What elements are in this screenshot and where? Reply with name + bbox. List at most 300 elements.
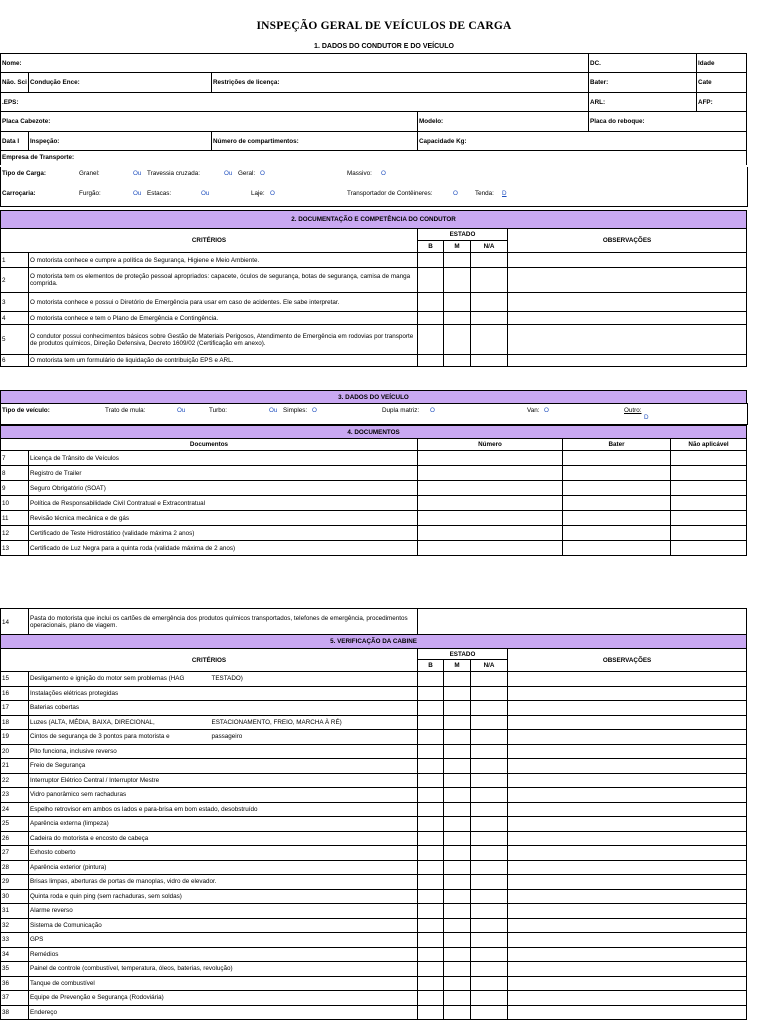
body-transportador-option[interactable]: O (453, 190, 458, 197)
state-m-cell[interactable] (444, 672, 471, 687)
doc-text: Seguro Obrigatório (SOAT) (29, 481, 418, 496)
state-m-cell[interactable] (444, 991, 471, 1006)
state-m-cell[interactable] (444, 325, 471, 355)
cabin-row (1, 802, 747, 817)
criteria-number: 2 (1, 268, 29, 293)
field-inspecao[interactable]: Inspeção: (29, 132, 212, 151)
cabin-number: 22 (1, 773, 29, 788)
field-arl[interactable]: ARL: (589, 93, 697, 112)
body-furgao: Furgão: (79, 190, 101, 197)
cabin-text: Baterias cobertas (29, 701, 418, 716)
observation-cell[interactable] (508, 918, 747, 933)
doc-text: Pasta do motorista que inclui os cartões de emergência dos produtos químicos transportados, telefones de emergência, procedimentos operacionais, plano de viagem. (29, 609, 418, 636)
field-placa-reboque[interactable]: Placa do reboque: (589, 112, 747, 132)
state-na-cell[interactable] (471, 672, 508, 687)
state-m-cell[interactable] (444, 802, 471, 817)
cargo-geral: Geral: (238, 170, 256, 177)
field-idade[interactable]: Idade (697, 54, 747, 73)
body-laje-option[interactable]: O (270, 190, 275, 197)
cabin-row (1, 904, 747, 919)
cabin-state-m-header: M (444, 660, 471, 672)
state-b-cell[interactable] (418, 293, 444, 312)
cabin-row (1, 831, 747, 846)
observation-cell[interactable] (508, 686, 747, 701)
state-m-cell[interactable] (444, 773, 471, 788)
cabin-number: 37 (1, 991, 29, 1006)
doc-number: 11 (1, 511, 29, 526)
state-m-cell[interactable] (444, 976, 471, 991)
observation-cell[interactable] (508, 293, 747, 312)
doc-number-cell[interactable] (418, 541, 563, 556)
observation-cell[interactable] (508, 947, 747, 962)
field-restricoes[interactable]: Restrições de licença: (212, 73, 589, 93)
observation-cell[interactable] (508, 962, 747, 977)
state-b-cell[interactable] (418, 759, 444, 774)
cabin-number: 21 (1, 759, 29, 774)
cargo-type-row (0, 167, 748, 184)
cabin-row (1, 875, 747, 890)
observations-header: OBSERVAÇÕES (508, 229, 747, 253)
cabin-number: 18 (1, 715, 29, 730)
state-m-cell[interactable] (444, 715, 471, 730)
cabin-row (1, 701, 747, 716)
state-na-cell[interactable] (471, 730, 508, 745)
criteria-number: 3 (1, 293, 29, 312)
state-na-cell[interactable] (471, 312, 508, 325)
state-b-cell[interactable] (418, 730, 444, 745)
cabin-number: 31 (1, 904, 29, 919)
body-tenda-option[interactable]: D (502, 190, 507, 197)
doc-number: 12 (1, 526, 29, 541)
criteria-row (1, 268, 747, 293)
doc-number: 9 (1, 481, 29, 496)
state-na-cell[interactable] (471, 933, 508, 948)
state-b-cell[interactable] (418, 802, 444, 817)
state-b-cell[interactable] (418, 686, 444, 701)
observation-cell[interactable] (508, 672, 747, 687)
state-m-cell[interactable] (444, 904, 471, 919)
state-na-cell[interactable] (471, 904, 508, 919)
cargo-geral-option[interactable]: O (260, 170, 265, 177)
observation-cell[interactable] (508, 831, 747, 846)
cabin-number: 19 (1, 730, 29, 745)
cabin-row (1, 686, 747, 701)
doc-number: 10 (1, 496, 29, 511)
state-m-cell[interactable] (444, 875, 471, 890)
state-b-cell[interactable] (418, 918, 444, 933)
cargo-granel-option[interactable]: Ou (133, 170, 142, 177)
state-b-cell[interactable] (418, 672, 444, 687)
cabin-text: Cadeira do motorista e encosto de cabeça (29, 831, 418, 846)
cabin-row (1, 918, 747, 933)
cabin-row (1, 759, 747, 774)
field-dc[interactable]: DC. (589, 54, 697, 73)
not-applicable-header: Não aplicável (671, 439, 747, 451)
doc-text: Revisão técnica mecânica e de gás (29, 511, 418, 526)
state-b-cell[interactable] (418, 817, 444, 832)
cabin-text: Equipe de Prevenção e Segurança (Rodoviária) (29, 991, 418, 1006)
cabin-row (1, 991, 747, 1006)
doc-number-cell[interactable] (418, 481, 563, 496)
state-b-cell[interactable] (418, 268, 444, 293)
state-na-cell[interactable] (471, 802, 508, 817)
doc-not-applicable-cell[interactable] (671, 511, 747, 526)
state-b-cell[interactable] (418, 788, 444, 803)
observation-cell[interactable] (508, 904, 747, 919)
document-row (1, 451, 747, 466)
criteria-row (1, 312, 747, 325)
doc-not-applicable-cell[interactable] (671, 451, 747, 466)
state-m-cell[interactable] (444, 686, 471, 701)
observation-cell[interactable] (508, 715, 747, 730)
observation-cell[interactable] (508, 933, 747, 948)
cabin-number: 15 (1, 672, 29, 687)
criteria-text: O motorista conhece e possui o Diretório de Emergência para usar em caso de acidentes. Ele sabe interpretar. (29, 293, 418, 312)
document-row (1, 496, 747, 511)
state-m-cell[interactable] (444, 293, 471, 312)
doc-not-applicable-cell[interactable] (671, 481, 747, 496)
field-conducao[interactable]: Condução Ence: (29, 73, 212, 93)
cabin-row (1, 846, 747, 861)
state-m-cell[interactable] (444, 1005, 471, 1020)
cabin-text: Freio de Segurança (29, 759, 418, 774)
state-na-cell[interactable] (471, 325, 508, 355)
doc-bater-cell[interactable] (563, 466, 671, 481)
observation-cell[interactable] (508, 759, 747, 774)
state-m-cell[interactable] (444, 918, 471, 933)
state-b-header: B (418, 241, 444, 253)
cabin-number: 20 (1, 744, 29, 759)
state-m-cell[interactable] (444, 846, 471, 861)
observation-cell[interactable] (508, 268, 747, 293)
field-empresa[interactable]: Empresa de Transporte: (1, 151, 747, 165)
cabin-text: Aparência externa (limpeza) (29, 817, 418, 832)
state-m-header: M (444, 241, 471, 253)
doc-not-applicable-cell[interactable] (671, 496, 747, 511)
doc-number-cell[interactable] (418, 526, 563, 541)
field-data[interactable]: Data I (1, 132, 29, 151)
state-na-cell[interactable] (471, 686, 508, 701)
state-m-cell[interactable] (444, 933, 471, 948)
state-b-cell[interactable] (418, 933, 444, 948)
vehicle-type-label: Tipo de veículo: (2, 407, 50, 414)
cabin-criteria-header: CRITÉRIOS (1, 649, 418, 672)
bater-header: Bater (563, 439, 671, 451)
observation-cell[interactable] (508, 875, 747, 890)
cabin-text: Aparência exterior (pintura) (29, 860, 418, 875)
state-na-cell[interactable] (471, 976, 508, 991)
body-type-label: Carroçaria: (2, 190, 36, 197)
vehicle-dupla-option[interactable]: O (430, 407, 435, 414)
doc-text: Política de Responsabilidade Civil Contratual e Extracontratual (29, 496, 418, 511)
cabin-text: Sistema de Comunicação (29, 918, 418, 933)
body-tenda: Tenda: (475, 190, 494, 197)
state-na-cell[interactable] (471, 889, 508, 904)
state-b-cell[interactable] (418, 253, 444, 268)
state-b-cell[interactable] (418, 962, 444, 977)
doc-text: Certificado de Luz Negra para a quinta roda (validade máxima de 2 anos) (29, 541, 418, 556)
observation-cell[interactable] (508, 701, 747, 716)
doc-bater-cell[interactable] (563, 541, 671, 556)
state-na-cell[interactable] (471, 268, 508, 293)
cabin-state-na-header: N/A (471, 660, 508, 672)
state-m-cell[interactable] (444, 947, 471, 962)
observation-cell[interactable] (508, 773, 747, 788)
state-na-cell[interactable] (471, 875, 508, 890)
field-eps[interactable]: .EPS: (1, 93, 589, 112)
cabin-number: 38 (1, 1005, 29, 1020)
doc-number-cell[interactable] (418, 496, 563, 511)
criteria-row (1, 325, 747, 355)
state-b-cell[interactable] (418, 976, 444, 991)
state-m-cell[interactable] (444, 962, 471, 977)
observation-cell[interactable] (508, 860, 747, 875)
vehicle-trato: Trato de mula: (105, 407, 146, 414)
state-m-cell[interactable] (444, 831, 471, 846)
state-m-cell[interactable] (444, 312, 471, 325)
state-na-cell[interactable] (471, 701, 508, 716)
observation-cell[interactable] (508, 355, 747, 367)
state-na-cell[interactable] (471, 744, 508, 759)
state-b-cell[interactable] (418, 355, 444, 367)
cabin-text-cont: ESTACIONAMENTO, FREIO, MARCHA À RÉ) (211, 715, 418, 730)
state-m-cell[interactable] (444, 268, 471, 293)
state-na-cell[interactable] (471, 831, 508, 846)
vehicle-type-row (0, 403, 748, 425)
cabin-text: Remédios (29, 947, 418, 962)
number-header: Número (418, 439, 563, 451)
vehicle-van: Van: (527, 407, 540, 414)
state-na-cell[interactable] (471, 715, 508, 730)
field-bater[interactable]: Bater: (589, 73, 697, 93)
section-1-title: 1. DADOS DO CONDUTOR E DO VEÍCULO (314, 43, 454, 50)
driver-competence-table (0, 210, 747, 367)
state-b-cell[interactable] (418, 860, 444, 875)
document-row (1, 511, 747, 526)
state-b-cell[interactable] (418, 889, 444, 904)
document-14-table (0, 608, 747, 636)
state-m-cell[interactable] (444, 759, 471, 774)
cabin-text: Quinta roda e quin ping (sem rachaduras, sem soldas) (29, 889, 418, 904)
doc-bater-cell[interactable] (563, 481, 671, 496)
field-nome[interactable]: Nome: (1, 54, 589, 73)
state-b-cell[interactable] (418, 701, 444, 716)
state-b-cell[interactable] (418, 831, 444, 846)
state-b-cell[interactable] (418, 312, 444, 325)
cabin-number: 33 (1, 933, 29, 948)
cabin-number: 16 (1, 686, 29, 701)
cabin-number: 17 (1, 701, 29, 716)
criteria-text: O motorista tem um formulário de liquidação de contribuição EPS e ARL. (29, 355, 418, 367)
field-cate[interactable]: Cate (697, 73, 747, 93)
state-na-cell[interactable] (471, 759, 508, 774)
cabin-number: 26 (1, 831, 29, 846)
state-na-cell[interactable] (471, 817, 508, 832)
state-m-cell[interactable] (444, 701, 471, 716)
state-na-cell[interactable] (471, 253, 508, 268)
criteria-text: O motorista conhece e cumpre a política de Segurança, Higiene e Meio Ambiente. (29, 253, 418, 268)
doc-text: Registro de Trailer (29, 466, 418, 481)
state-na-cell[interactable] (471, 788, 508, 803)
state-b-cell[interactable] (418, 773, 444, 788)
cabin-state-header: ESTADO (418, 649, 508, 660)
state-b-cell[interactable] (418, 1005, 444, 1020)
state-b-cell[interactable] (418, 325, 444, 355)
cabin-row (1, 788, 747, 803)
doc-not-applicable-cell[interactable] (671, 466, 747, 481)
doc-not-applicable-cell[interactable] (671, 541, 747, 556)
doc-bater-cell[interactable] (563, 511, 671, 526)
cabin-number: 23 (1, 788, 29, 803)
vehicle-trato-option[interactable]: Ou (177, 407, 186, 414)
cabin-row (1, 817, 747, 832)
cabin-number: 29 (1, 875, 29, 890)
doc-bater-cell[interactable] (563, 451, 671, 466)
body-estacas-option[interactable]: Ou (201, 190, 210, 197)
observation-cell[interactable] (508, 312, 747, 325)
doc-number: 14 (1, 609, 29, 636)
cabin-text: Vidro panorâmico sem rachaduras (29, 788, 418, 803)
cargo-travessia-option[interactable]: Ou (224, 170, 233, 177)
observation-cell[interactable] (508, 802, 747, 817)
observation-cell[interactable] (508, 1005, 747, 1020)
doc-number-cell[interactable] (418, 466, 563, 481)
vehicle-outro-option[interactable]: D (644, 414, 649, 421)
cabin-row (1, 947, 747, 962)
cabin-row (1, 933, 747, 948)
doc-number: 8 (1, 466, 29, 481)
state-na-cell[interactable] (471, 991, 508, 1006)
field-capacidade[interactable]: Capacidade Kg: (418, 132, 747, 151)
body-laje: Laje: (251, 190, 265, 197)
doc-number-cell[interactable] (418, 511, 563, 526)
state-na-cell[interactable] (471, 1005, 508, 1020)
criteria-number: 1 (1, 253, 29, 268)
body-furgao-option[interactable]: Ou (133, 190, 142, 197)
criteria-row (1, 253, 747, 268)
vehicle-simples: Simples: (283, 407, 308, 414)
cabin-text: Alarme reverso (29, 904, 418, 919)
state-m-cell[interactable] (444, 788, 471, 803)
observation-cell[interactable] (508, 991, 747, 1006)
cargo-type-label: Tipo de Carga: (2, 170, 46, 177)
document-row (1, 526, 747, 541)
observation-cell[interactable] (508, 253, 747, 268)
cabin-row (1, 672, 747, 687)
state-na-cell[interactable] (471, 860, 508, 875)
state-m-cell[interactable] (444, 253, 471, 268)
vehicle-turbo-option[interactable]: Ou (269, 407, 278, 414)
state-na-cell[interactable] (471, 773, 508, 788)
observation-cell[interactable] (508, 846, 747, 861)
section-2-title: 2. DOCUMENTAÇÃO E COMPETÊNCIA DO CONDUTOR (1, 211, 747, 229)
field-modelo[interactable]: Modelo: (418, 112, 589, 132)
criteria-text: O condutor possui conhecimentos básicos sobre Gestão de Materiais Perigosos, Atendimento de Emergência em rodovias por transporte de produtos químicos, Direção Defensiva, Decreto 1609/02 (Certificação em anexo). (29, 325, 418, 355)
observation-cell[interactable] (508, 730, 747, 745)
cabin-number: 24 (1, 802, 29, 817)
cabin-observations-header: OBSERVAÇÕES (508, 649, 747, 672)
observation-cell[interactable] (508, 744, 747, 759)
state-na-cell[interactable] (471, 846, 508, 861)
cabin-row (1, 1005, 747, 1020)
doc-number-cell[interactable] (418, 451, 563, 466)
state-m-cell[interactable] (444, 817, 471, 832)
state-b-cell[interactable] (418, 947, 444, 962)
observation-cell[interactable] (508, 976, 747, 991)
state-na-cell[interactable] (471, 293, 508, 312)
cabin-row (1, 730, 747, 745)
cabin-number: 32 (1, 918, 29, 933)
state-b-cell[interactable] (418, 715, 444, 730)
state-na-cell[interactable] (471, 355, 508, 367)
cabin-text: Espelho retrovisor em ambos os lados e para-brisa em bom estado, desobstruído (29, 802, 418, 817)
state-m-cell[interactable] (444, 744, 471, 759)
state-m-cell[interactable] (444, 889, 471, 904)
state-b-cell[interactable] (418, 744, 444, 759)
doc-number-cell[interactable] (418, 609, 747, 636)
field-placa-cabezote[interactable]: Placa Cabezote: (1, 112, 418, 132)
state-b-cell[interactable] (418, 991, 444, 1006)
observation-cell[interactable] (508, 817, 747, 832)
field-afp[interactable]: AFP: (697, 93, 747, 112)
cabin-number: 28 (1, 860, 29, 875)
cabin-check-table (0, 634, 747, 1020)
criteria-row (1, 355, 747, 367)
criteria-number: 6 (1, 355, 29, 367)
criteria-row (1, 293, 747, 312)
doc-bater-cell[interactable] (563, 526, 671, 541)
cabin-row (1, 860, 747, 875)
vehicle-simples-option[interactable]: O (312, 407, 317, 414)
field-num-compartimentos[interactable]: Número de compartimentos: (212, 132, 418, 151)
state-b-cell[interactable] (418, 846, 444, 861)
observation-cell[interactable] (508, 889, 747, 904)
cabin-text: Instalações elétricas protegidas (29, 686, 418, 701)
state-na-cell[interactable] (471, 962, 508, 977)
cabin-text: GPS (29, 933, 418, 948)
cabin-text: Luzes (ALTA, MÉDIA, BAIXA, DIRECIONAL, (29, 715, 211, 730)
state-b-cell[interactable] (418, 875, 444, 890)
doc-bater-cell[interactable] (563, 496, 671, 511)
cabin-text: Desligamento e ignição do motor sem problemas (HAG (29, 672, 211, 687)
state-header: ESTADO (418, 229, 508, 241)
criteria-header: CRITÉRIOS (1, 229, 418, 253)
vehicle-dupla: Dupla matriz: (382, 407, 420, 414)
form-title: INSPEÇÃO GERAL DE VEÍCULOS DE CARGA (256, 20, 512, 32)
state-m-cell[interactable] (444, 860, 471, 875)
cabin-state-b-header: B (418, 660, 444, 672)
observation-cell[interactable] (508, 788, 747, 803)
cabin-text: Tanque de combustível (29, 976, 418, 991)
state-na-cell[interactable] (471, 947, 508, 962)
cargo-massivo: Massivo: (347, 170, 372, 177)
doc-number: 7 (1, 451, 29, 466)
cabin-row (1, 744, 747, 759)
documents-header: Documentos (1, 439, 418, 451)
doc-not-applicable-cell[interactable] (671, 526, 747, 541)
cabin-text: Pito funciona, inclusive reverso (29, 744, 418, 759)
cabin-text: Interruptor Elétrico Central / Interruptor Mestre (29, 773, 418, 788)
vehicle-van-option[interactable]: O (544, 407, 549, 414)
state-na-cell[interactable] (471, 918, 508, 933)
state-b-cell[interactable] (418, 904, 444, 919)
cargo-massivo-option[interactable]: O (381, 170, 386, 177)
observation-cell[interactable] (508, 325, 747, 355)
cabin-text: Cintos de segurança de 3 pontos para motorista e (29, 730, 211, 745)
body-estacas: Estacas: (147, 190, 172, 197)
state-m-cell[interactable] (444, 355, 471, 367)
state-m-cell[interactable] (444, 730, 471, 745)
